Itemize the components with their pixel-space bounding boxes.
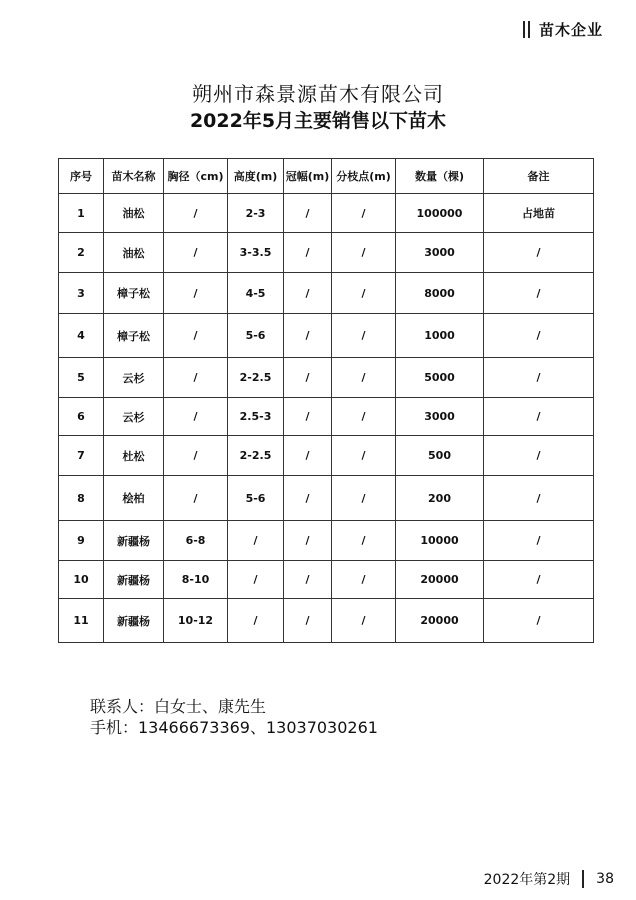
cell: 3 — [59, 273, 104, 314]
cell: / — [332, 233, 396, 273]
cell: 油松 — [104, 194, 164, 233]
cell: / — [484, 599, 594, 643]
cell: 新疆杨 — [104, 521, 164, 561]
cell: / — [284, 561, 332, 599]
cell: 樟子松 — [104, 314, 164, 358]
cell: / — [284, 233, 332, 273]
cell: 新疆杨 — [104, 599, 164, 643]
cell: 云杉 — [104, 398, 164, 436]
cell: / — [332, 398, 396, 436]
cell: / — [484, 521, 594, 561]
header-bar-left — [523, 21, 525, 38]
cell: 10 — [59, 561, 104, 599]
cell: 2-2.5 — [228, 358, 284, 398]
cell: / — [284, 521, 332, 561]
page-number: 38 — [596, 871, 614, 887]
cell: 10000 — [396, 521, 484, 561]
cell: / — [332, 561, 396, 599]
col-header-branch: 分枝点(m) — [332, 159, 396, 194]
cell: 云杉 — [104, 358, 164, 398]
cell: / — [284, 358, 332, 398]
section-title: 苗木企业 — [538, 21, 603, 39]
cell: / — [332, 194, 396, 233]
contact-person: 联系人：白女士、康先生 — [90, 697, 267, 716]
col-header-quantity: 数量（棵) — [396, 159, 484, 194]
cell: / — [484, 314, 594, 358]
cell: / — [164, 233, 228, 273]
cell: / — [332, 476, 396, 521]
table-header-row — [59, 159, 594, 194]
cell: 桧柏 — [104, 476, 164, 521]
cell: / — [484, 561, 594, 599]
cell: 500 — [396, 436, 484, 476]
cell: / — [164, 314, 228, 358]
cell: 樟子松 — [104, 273, 164, 314]
cell: 5000 — [396, 358, 484, 398]
col-header-height: 高度(m) — [228, 159, 284, 194]
table-row — [59, 436, 594, 476]
table-row — [59, 476, 594, 521]
cell: / — [284, 273, 332, 314]
cell: 10-12 — [164, 599, 228, 643]
cell: / — [164, 436, 228, 476]
contact-phone: 手机：13466673369、13037030261 — [90, 718, 378, 737]
cell: / — [284, 314, 332, 358]
cell: 8-10 — [164, 561, 228, 599]
cell: / — [228, 561, 284, 599]
cell: 9 — [59, 521, 104, 561]
table-row — [59, 599, 594, 643]
cell: / — [332, 358, 396, 398]
sales-title: 2022年5月主要销售以下苗木 — [189, 110, 447, 132]
cell: / — [484, 436, 594, 476]
sales-table — [58, 158, 594, 643]
cell: / — [484, 358, 594, 398]
cell: 1000 — [396, 314, 484, 358]
cell: / — [164, 194, 228, 233]
cell: / — [284, 398, 332, 436]
cell: 11 — [59, 599, 104, 643]
cell: 5-6 — [228, 476, 284, 521]
col-header-name: 苗木名称 — [104, 159, 164, 194]
cell: 3000 — [396, 398, 484, 436]
cell: 2-2.5 — [228, 436, 284, 476]
cell: / — [332, 521, 396, 561]
cell: 占地苗 — [484, 194, 594, 233]
footer-divider — [582, 870, 584, 888]
table-row — [59, 398, 594, 436]
col-header-crown: 冠幅(m) — [284, 159, 332, 194]
cell: / — [484, 233, 594, 273]
cell: 5-6 — [228, 314, 284, 358]
section-header — [523, 19, 603, 40]
cell: 8 — [59, 476, 104, 521]
cell: / — [228, 599, 284, 643]
header-bar-right — [528, 21, 530, 38]
cell: / — [332, 273, 396, 314]
cell: 1 — [59, 194, 104, 233]
cell: / — [332, 314, 396, 358]
cell: 4-5 — [228, 273, 284, 314]
cell: 2-3 — [228, 194, 284, 233]
col-header-index: 序号 — [59, 159, 104, 194]
cell: 4 — [59, 314, 104, 358]
cell: / — [284, 599, 332, 643]
cell: 20000 — [396, 561, 484, 599]
page-footer — [484, 869, 614, 889]
table-row — [59, 358, 594, 398]
table-row — [59, 314, 594, 358]
cell: / — [284, 476, 332, 521]
cell: / — [284, 194, 332, 233]
cell: / — [284, 436, 332, 476]
cell: 100000 — [396, 194, 484, 233]
cell: / — [484, 273, 594, 314]
cell: 20000 — [396, 599, 484, 643]
cell: / — [484, 398, 594, 436]
cell: 杜松 — [104, 436, 164, 476]
cell: / — [484, 476, 594, 521]
cell: 3-3.5 — [228, 233, 284, 273]
table-row — [59, 194, 594, 233]
table-row — [59, 521, 594, 561]
cell: 3000 — [396, 233, 484, 273]
cell: / — [164, 476, 228, 521]
cell: 200 — [396, 476, 484, 521]
company-title: 朔州市森景源苗木有限公司 — [192, 82, 444, 106]
cell: / — [332, 599, 396, 643]
cell: 6 — [59, 398, 104, 436]
issue-label: 2022年第2期 — [483, 872, 571, 888]
cell: / — [164, 398, 228, 436]
cell: 8000 — [396, 273, 484, 314]
cell: 2 — [59, 233, 104, 273]
cell: 7 — [59, 436, 104, 476]
cell: 油松 — [104, 233, 164, 273]
col-header-remark: 备注 — [484, 159, 594, 194]
cell: / — [228, 521, 284, 561]
cell: / — [164, 273, 228, 314]
table-row — [59, 561, 594, 599]
table-row — [59, 273, 594, 314]
col-header-diameter: 胸径（cm) — [164, 159, 228, 194]
cell: / — [332, 436, 396, 476]
contact-info — [90, 696, 378, 738]
cell: 新疆杨 — [104, 561, 164, 599]
cell: 6-8 — [164, 521, 228, 561]
table-row — [59, 233, 594, 273]
cell: 2.5-3 — [228, 398, 284, 436]
cell: / — [164, 358, 228, 398]
cell: 5 — [59, 358, 104, 398]
